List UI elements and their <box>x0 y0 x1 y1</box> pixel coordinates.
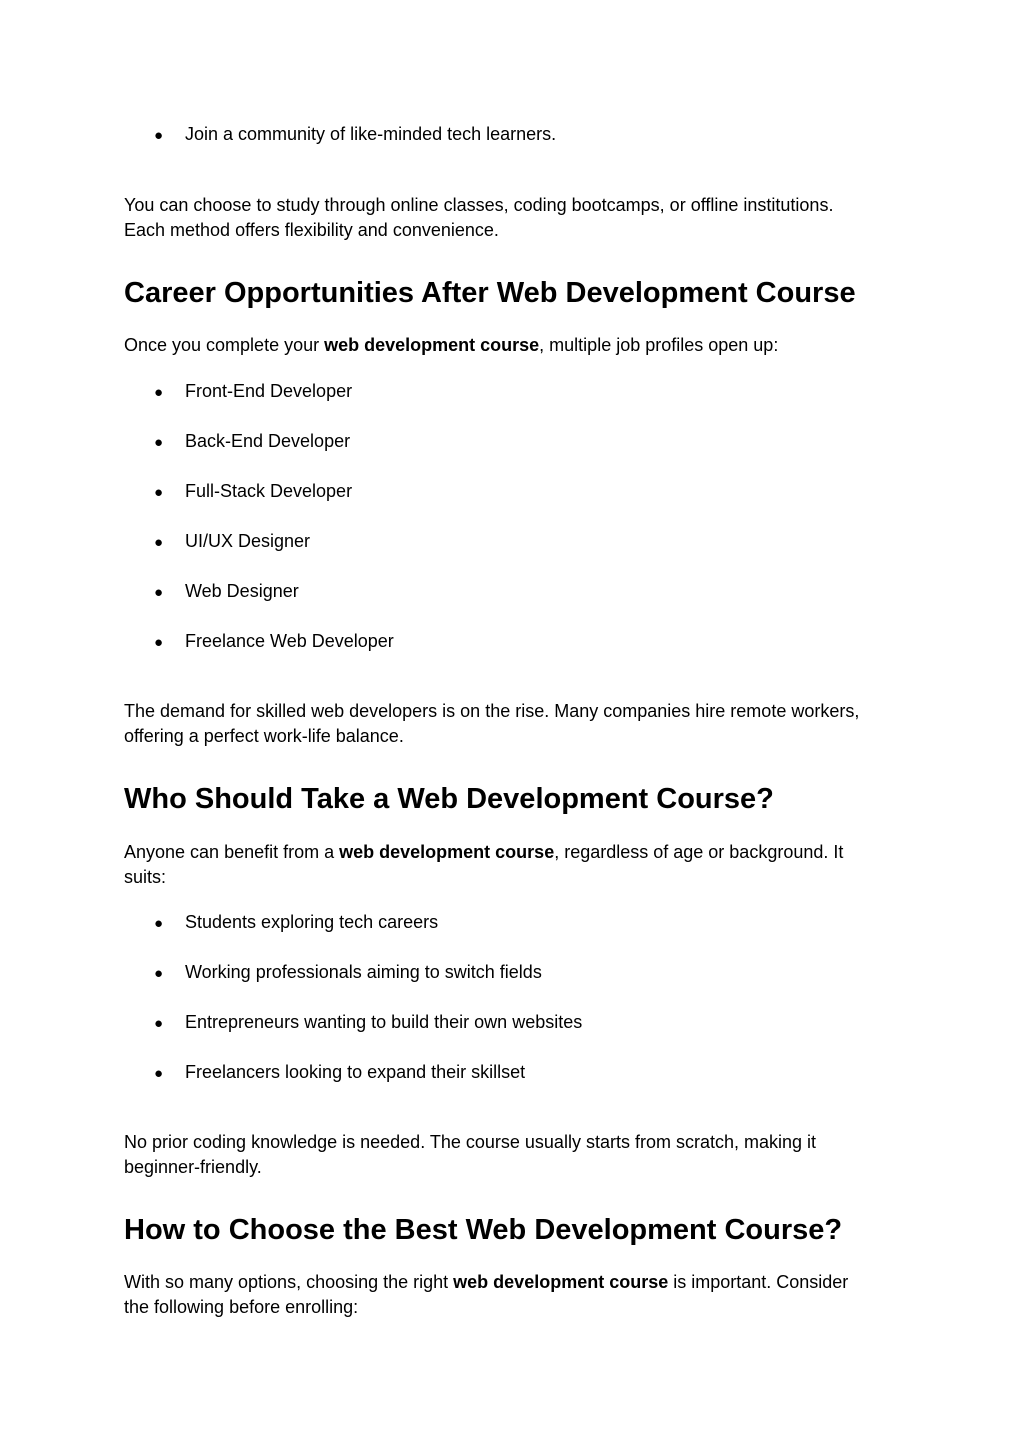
list-item-text: Freelance Web Developer <box>185 631 394 651</box>
list-item-text: Front-End Developer <box>185 381 353 401</box>
list-item <box>154 579 299 605</box>
bullet-icon: ● <box>154 584 164 601</box>
list-item <box>154 429 350 455</box>
list-item-text: Entrepreneurs wanting to build their own websites <box>185 1012 583 1032</box>
prerequisite-paragraph <box>124 1130 816 1180</box>
list-item-text: Back-End Developer <box>185 431 351 451</box>
paragraph-line: offering a perfect work-life balance. <box>124 726 404 746</box>
section-heading-career: Career Opportunities After Web Development Course <box>124 277 856 309</box>
intro-paragraph <box>124 193 833 243</box>
bullet-icon: ● <box>154 965 164 982</box>
list-item-text: Working professionals aiming to switch fields <box>185 962 542 982</box>
list-item <box>154 479 352 505</box>
paragraph-line: Each method offers flexibility and convenience. <box>124 220 499 240</box>
list-item-text: Join a community of like-minded tech learners. <box>185 124 557 144</box>
who-intro: Anyone can benefit from a web development course, regardless of age or background. It suits: <box>124 840 843 890</box>
bullet-icon: ● <box>154 634 164 651</box>
list-item <box>154 960 542 986</box>
section-heading-who: Who Should Take a Web Development Course? <box>124 783 774 815</box>
list-item <box>154 1010 582 1036</box>
bullet-icon: ● <box>154 434 164 451</box>
paragraph-line: No prior coding knowledge is needed. The course usually starts from scratch, making it <box>124 1132 816 1152</box>
bullet-icon: ● <box>154 1065 164 1082</box>
bullet-icon: ● <box>154 534 164 551</box>
section-heading-choose: How to Choose the Best Web Development Course? <box>124 1214 843 1246</box>
bullet-icon: ● <box>154 484 164 501</box>
list-item <box>154 1060 525 1086</box>
bullet-icon: ● <box>154 1015 164 1032</box>
list-item-text: Students exploring tech careers <box>185 912 439 932</box>
list-item-text: Freelancers looking to expand their skillset <box>185 1062 526 1082</box>
list-item <box>154 529 310 555</box>
list-item <box>154 122 556 148</box>
list-item-text: Full-Stack Developer <box>185 481 353 501</box>
list-item <box>154 379 352 405</box>
paragraph-line: suits: <box>124 867 167 887</box>
bullet-icon: ● <box>154 915 164 932</box>
keyword-bold: web development course <box>324 335 540 355</box>
list-item <box>154 629 394 655</box>
list-item-text: UI/UX Designer <box>185 531 311 551</box>
list-item-text: Web Designer <box>185 581 299 601</box>
list-item <box>154 910 438 936</box>
career-intro: Once you complete your web development course, multiple job profiles open up: <box>124 335 779 355</box>
keyword-bold: web development course <box>339 842 555 862</box>
bullet-icon: ● <box>154 384 164 401</box>
bullet-icon: ● <box>154 127 164 144</box>
paragraph-line: the following before enrolling: <box>124 1297 359 1317</box>
paragraph-line: The demand for skilled web developers is on the rise. Many companies hire remote workers, <box>124 701 860 721</box>
demand-paragraph <box>124 699 859 749</box>
keyword-bold: web development course <box>453 1272 669 1292</box>
paragraph-line: beginner-friendly. <box>124 1157 262 1177</box>
choose-intro: With so many options, choosing the right web development course is important. Consider the following before enrolling: <box>124 1270 848 1320</box>
paragraph-line: You can choose to study through online classes, coding bootcamps, or offline institutions. <box>124 195 834 215</box>
